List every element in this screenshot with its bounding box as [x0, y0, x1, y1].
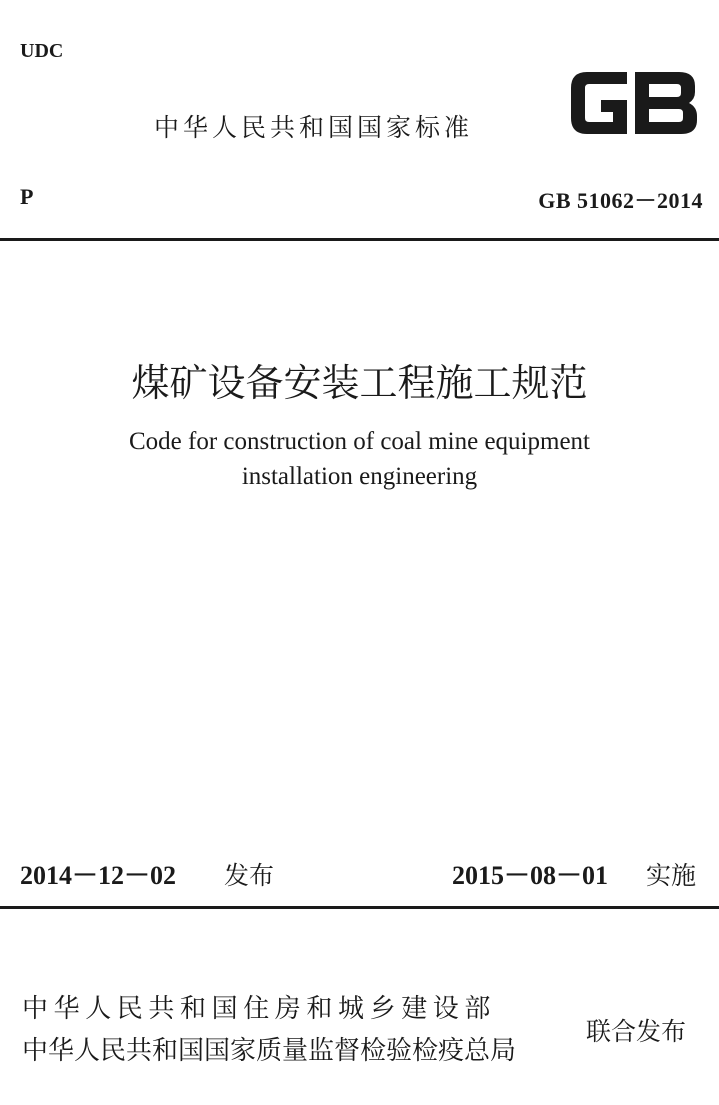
joint-issue-label: 联合发布 [586, 1017, 687, 1046]
title-english-line2: installation engineering [241, 463, 478, 490]
title-english-line1: Code for construction of coal mine equipment [129, 428, 590, 455]
title-chinese: 煤矿设备安装工程施工规范 [131, 361, 588, 405]
implementation-label: 实施 [646, 861, 697, 890]
gb-logo-mark [571, 72, 697, 134]
implementation-date: 2015－08－01 [452, 861, 609, 890]
gb-logo [565, 66, 703, 140]
standard-number: GB 51062－2014 [538, 188, 703, 213]
issuer-ministry-housing: 中华人民共和国住房和城乡建设部 [22, 994, 497, 1024]
issue-label: 发布 [224, 861, 275, 890]
bottom-divider [0, 906, 719, 909]
issue-date: 2014－12－02 [20, 861, 177, 890]
org-title: 中华人民共和国国家标准 [154, 113, 474, 142]
issuer-quality-administration: 中华人民共和国国家质量监督检验检疫总局 [22, 1036, 517, 1066]
standard-category: P [20, 184, 34, 209]
udc-label: UDC [20, 40, 64, 62]
top-divider [0, 238, 719, 241]
